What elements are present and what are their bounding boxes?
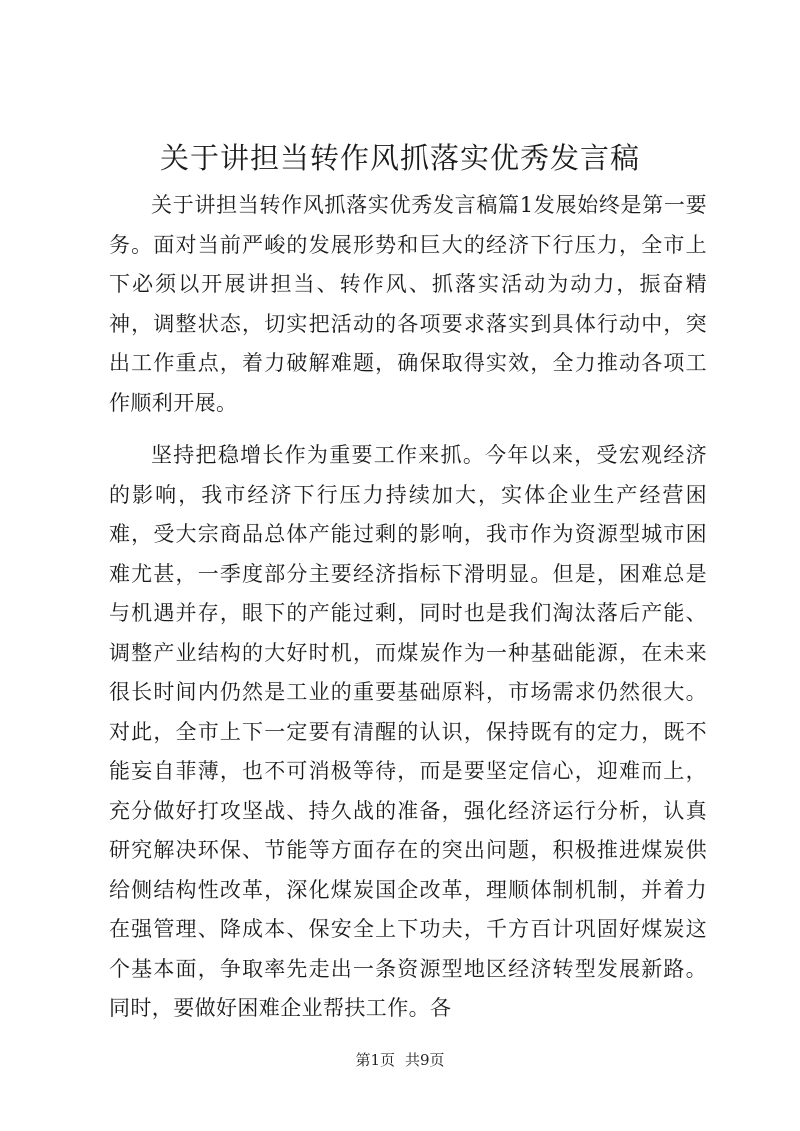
paragraph: 坚持把稳增长作为重要工作来抓。今年以来，受宏观经济的影响，我市经济下行压力持续加大，实体企业生产经营困难，受大宗商品总体产能过剩的影响，我市作为资源型城市困难尤甚，一季度部分主要经济指标下滑明显。但是，困难总是与机遇并存，眼下的产能过剩，同时也是我们淘汰落后产能、调整产业结构的大好时机，而煤炭作为一种基础能源，在未来很长时间内仍然是工业的重要基础原料，市场需求仍然很大。对此，全市上下一定要有清醒的认识，保持既有的定力，既不能妄自菲薄，也不可消极等待，而是要坚定信心，迎难而上，充分做好打攻坚战、持久战的准备，强化经济运行分析，认真研究解决环保、节能等方面存在的突出问题，积极推进煤炭供给侧结构性改革，深化煤炭国企改革，理顺体制机制，并着力在强管理、降成本、保安全上下功夫，千方百计巩固好煤炭这个基本面，争取率先走出一条资源型地区经济转型发展新路。同时，要做好困难企业帮扶工作。各	[109, 443, 707, 1020]
page-footer	[0, 1050, 800, 1070]
page-total: 共9页	[405, 1051, 445, 1069]
paragraph: 关于讲担当转作风抓落实优秀发言稿篇1发展始终是第一要务。面对当前严峻的发展形势和巨大的经济下行压力，全市上下必须以开展讲担当、转作风、抓落实活动为动力，振奋精神，调整状态，切实把活动的各项要求落实到具体行动中，突出工作重点，着力破解难题，确保取得实效，全力推动各项工作顺利开展。	[109, 193, 707, 415]
document-title: 关于讲担当转作风抓落实优秀发言稿	[159, 141, 640, 175]
document-body	[109, 186, 707, 1029]
page-number: 第1页	[355, 1051, 395, 1069]
